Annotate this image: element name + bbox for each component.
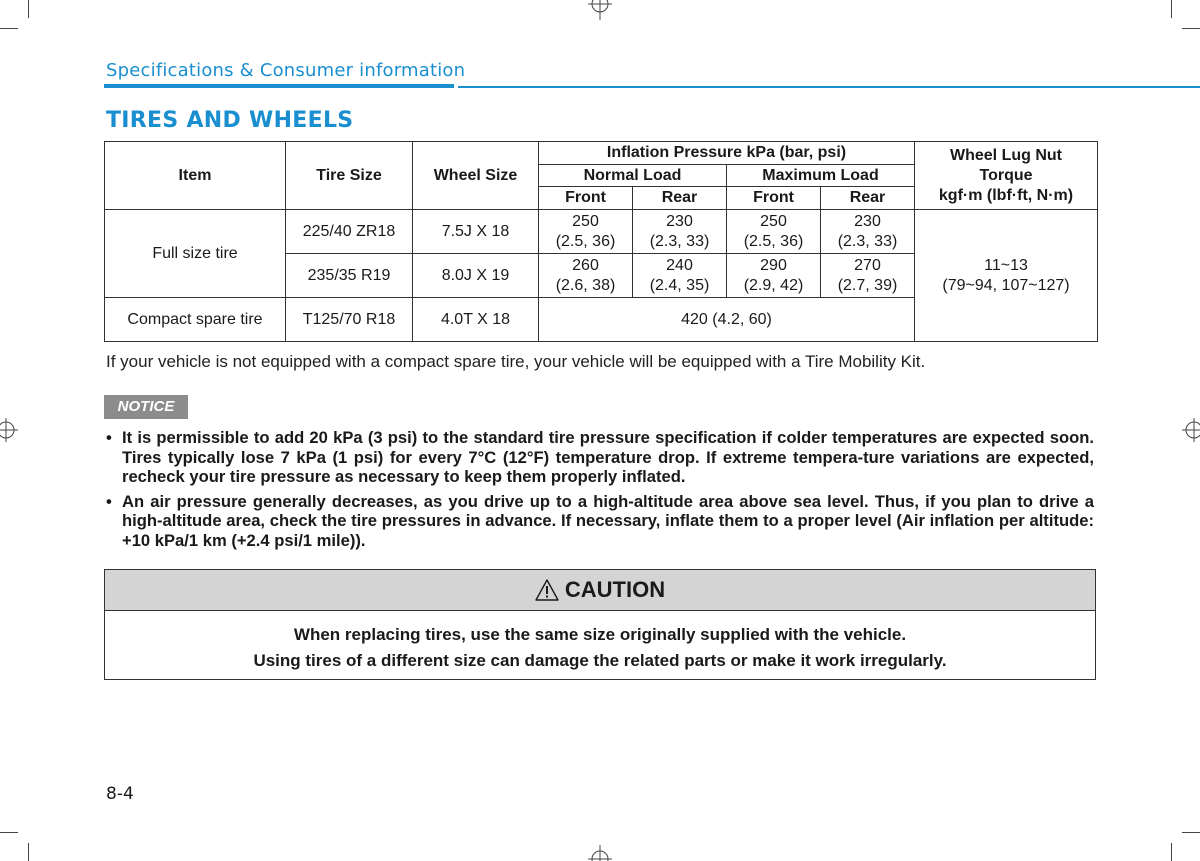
- caution-line: When replacing tires, use the same size originally supplied with the vehicle.: [293, 625, 907, 644]
- pressure-cell: 250 (2.5, 36): [727, 210, 821, 254]
- wheel-size-cell: 4.0T X 18: [413, 298, 539, 342]
- wheel-size-cell: 8.0J X 19: [413, 254, 539, 298]
- caution-title: CAUTION: [564, 577, 666, 602]
- header-maximum-load: Maximum Load: [727, 165, 915, 187]
- registration-mark-left: [0, 418, 18, 442]
- tire-size-cell: T125/70 R18: [286, 298, 413, 342]
- header-lug-nut-torque: Wheel Lug Nut Torque kgf·m (lbf·ft, N·m): [915, 142, 1098, 210]
- tire-spec-table: [104, 141, 1098, 342]
- pressure-cell: 230 (2.3, 33): [633, 210, 727, 254]
- tire-size-cell: 225/40 ZR18: [286, 210, 413, 254]
- pressure-cell: 270 (2.7, 39): [821, 254, 915, 298]
- tire-size-cell: 235/35 R19: [286, 254, 413, 298]
- pressure-cell: 260 (2.6, 38): [539, 254, 633, 298]
- header-normal-load: Normal Load: [539, 165, 727, 187]
- lug-nut-torque-value: 11~13 (79~94, 107~127): [915, 210, 1098, 342]
- table-row: [105, 210, 1098, 254]
- header-item: Item: [105, 142, 286, 210]
- bullet-marker: •: [106, 491, 112, 511]
- mobility-kit-note: If your vehicle is not equipped with a compact spare tire, your vehicle will be equipped with a Tire Mobility Kit.: [106, 352, 926, 371]
- warning-triangle-icon: [535, 579, 559, 601]
- registration-mark-bottom: [588, 845, 612, 861]
- notice-badge: NOTICE: [104, 395, 188, 419]
- header-wheel-size: Wheel Size: [413, 142, 539, 210]
- page-number: 8-4: [106, 784, 134, 804]
- notice-list: [106, 428, 1094, 555]
- header-rule-thick: [104, 84, 454, 88]
- caution-line: Using tires of a different size can damage the related parts or make it work irregularly.: [253, 651, 947, 670]
- list-item: • An air pressure generally decreases, as you drive up to a high-altitude area above sea level. Thus, if you plan to drive a high-altitude area, check the tire pressures in advance. If necessary, inflate them to a proper level (Air inflation per altitude: +10 kPa/1 km (+2.4 psi/1 mile)).: [106, 491, 1094, 550]
- registration-mark-top: [588, 0, 612, 20]
- compact-pressure-cell: 420 (4.2, 60): [539, 298, 915, 342]
- pressure-cell: 230 (2.3, 33): [821, 210, 915, 254]
- header-inflation-pressure: Inflation Pressure kPa (bar, psi): [539, 142, 915, 165]
- bullet-marker: •: [106, 428, 112, 447]
- compact-spare-label: Compact spare tire: [105, 298, 286, 342]
- pressure-cell: 290 (2.9, 42): [727, 254, 821, 298]
- header-maximum-rear: Rear: [821, 187, 915, 210]
- full-size-tire-label: Full size tire: [105, 210, 286, 298]
- header-maximum-front: Front: [727, 187, 821, 210]
- page-title: TIRES AND WHEELS: [106, 108, 354, 133]
- registration-mark-right: [1182, 418, 1200, 442]
- list-item: • It is permissible to add 20 kPa (3 psi) to the standard tire pressure specification if colder temperatures are expected soon. Tires typically lose 7 kPa (1 psi) for every 7°C (12°F) temperature drop. If extreme tempera-ture variations are expected, recheck your tire pressure as necessary to keep them properly inflated.: [106, 428, 1094, 486]
- header-normal-front: Front: [539, 187, 633, 210]
- pressure-cell: 250 (2.5, 36): [539, 210, 633, 254]
- header-rule-thin: [458, 86, 1200, 88]
- caution-header: [105, 570, 1095, 611]
- wheel-size-cell: 7.5J X 18: [413, 210, 539, 254]
- caution-body: [105, 611, 1095, 674]
- section-header: Specifications & Consumer information: [106, 60, 466, 81]
- pressure-cell: 240 (2.4, 35): [633, 254, 727, 298]
- header-tire-size: Tire Size: [286, 142, 413, 210]
- header-normal-rear: Rear: [633, 187, 727, 210]
- caution-box: [104, 569, 1096, 680]
